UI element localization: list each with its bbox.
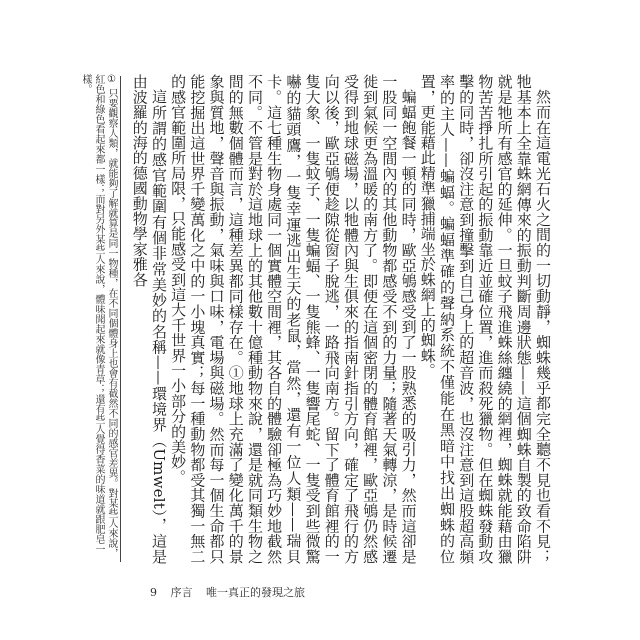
running-header-title: 唯一真正的發現之旅 [206, 586, 305, 599]
paragraph-3: 這所謂的感官範圍有個非常美妙的名稱——環境界（Umwelt），這是由波羅的海的德國動物學家雅各 [130, 74, 168, 564]
paragraph-2: 蝙蝠飽餐一頓的同時，歐亞鴝感受到了一股熟悉的吸引力，然而這卻是一股同一空間內的其他動物都感受不到的力量；隨著天氣轉涼，是時候遷徙到氣候更為溫暖的南方了。即便在這個密閉的體育館裡，歐亞鴝仍然感受得到地球磁場，以牠體內與生俱來的指南針指引方向，確定了飛行的方向以後，歐亞鴝便趁隙從窗子脫逃，一路飛向南方。留下了體育館裡的一隻大象、一隻蚊子、一隻蝙蝠、一隻熊蜂、一隻響尾蛇、一隻受到些微驚嚇的貓頭鷹，一隻幸運逃出生天的老鼠，當然，還有一位人類——瑞貝卡。這七種生物身處同一個實體空間裡，其各自的體驗卻極為巧妙地截然不同。不管是對於這地球上的其他數十億種動物來說，還是就同類生物之間的無數個體而言，這種差異都同樣存在。①地球上充滿了變化萬千的景象與質地，聲音與振動，氣味與口味，電場與磁場。然而每一個生命都只能挖掘出這世界千變萬化之中的一小塊真實；每一種動物都受其獨一無二的感官範圍所局限，只能感受到這大千世界一小部分的美妙。 [169, 74, 418, 564]
footnote-area [80, 74, 118, 564]
footnote-1: ① 只要觀察人類，就能夠了解就算是同一物種，在不同個體身上也會有截然不同的感官差異。對某些人來說，紅色和綠色看起來都一樣；而對另外某些人來說，體味聞起來就像青草；還有些人覺得香菜的味道就跟肥皂一樣。 [80, 74, 117, 559]
running-header-section: 序言 [170, 586, 193, 599]
footnote-divider [120, 76, 121, 562]
page-footer [150, 584, 315, 600]
paragraph-1: 然而在這電光石火之間的一切動靜，蜘蛛幾乎都完全聽不見也看不見；牠基本上全靠蛛網傳來的振動判斷周邊狀態——這個蜘蛛自製的致命陷阱就是牠所有感官的延伸。一旦蚊子飛進蛛絲纏繞的網裡，蜘蛛就能藉由獵物苦苦掙扎所引起的振動靠近並確位置，進而殺死獵物。但在蜘蛛發動攻擊的同時，卻沒注意到撞擊到自己身上的超音波，也沒注意到這股超高頻率的主人——蝙蝠。蝙蝠準確的聲納系統不僅能在黑暗中找出蜘蛛的位置，更能藉此精準獵捕端坐於蛛網上的蜘蛛。 [418, 74, 552, 564]
page-number: 9 [150, 586, 157, 599]
main-text-column [126, 74, 552, 564]
